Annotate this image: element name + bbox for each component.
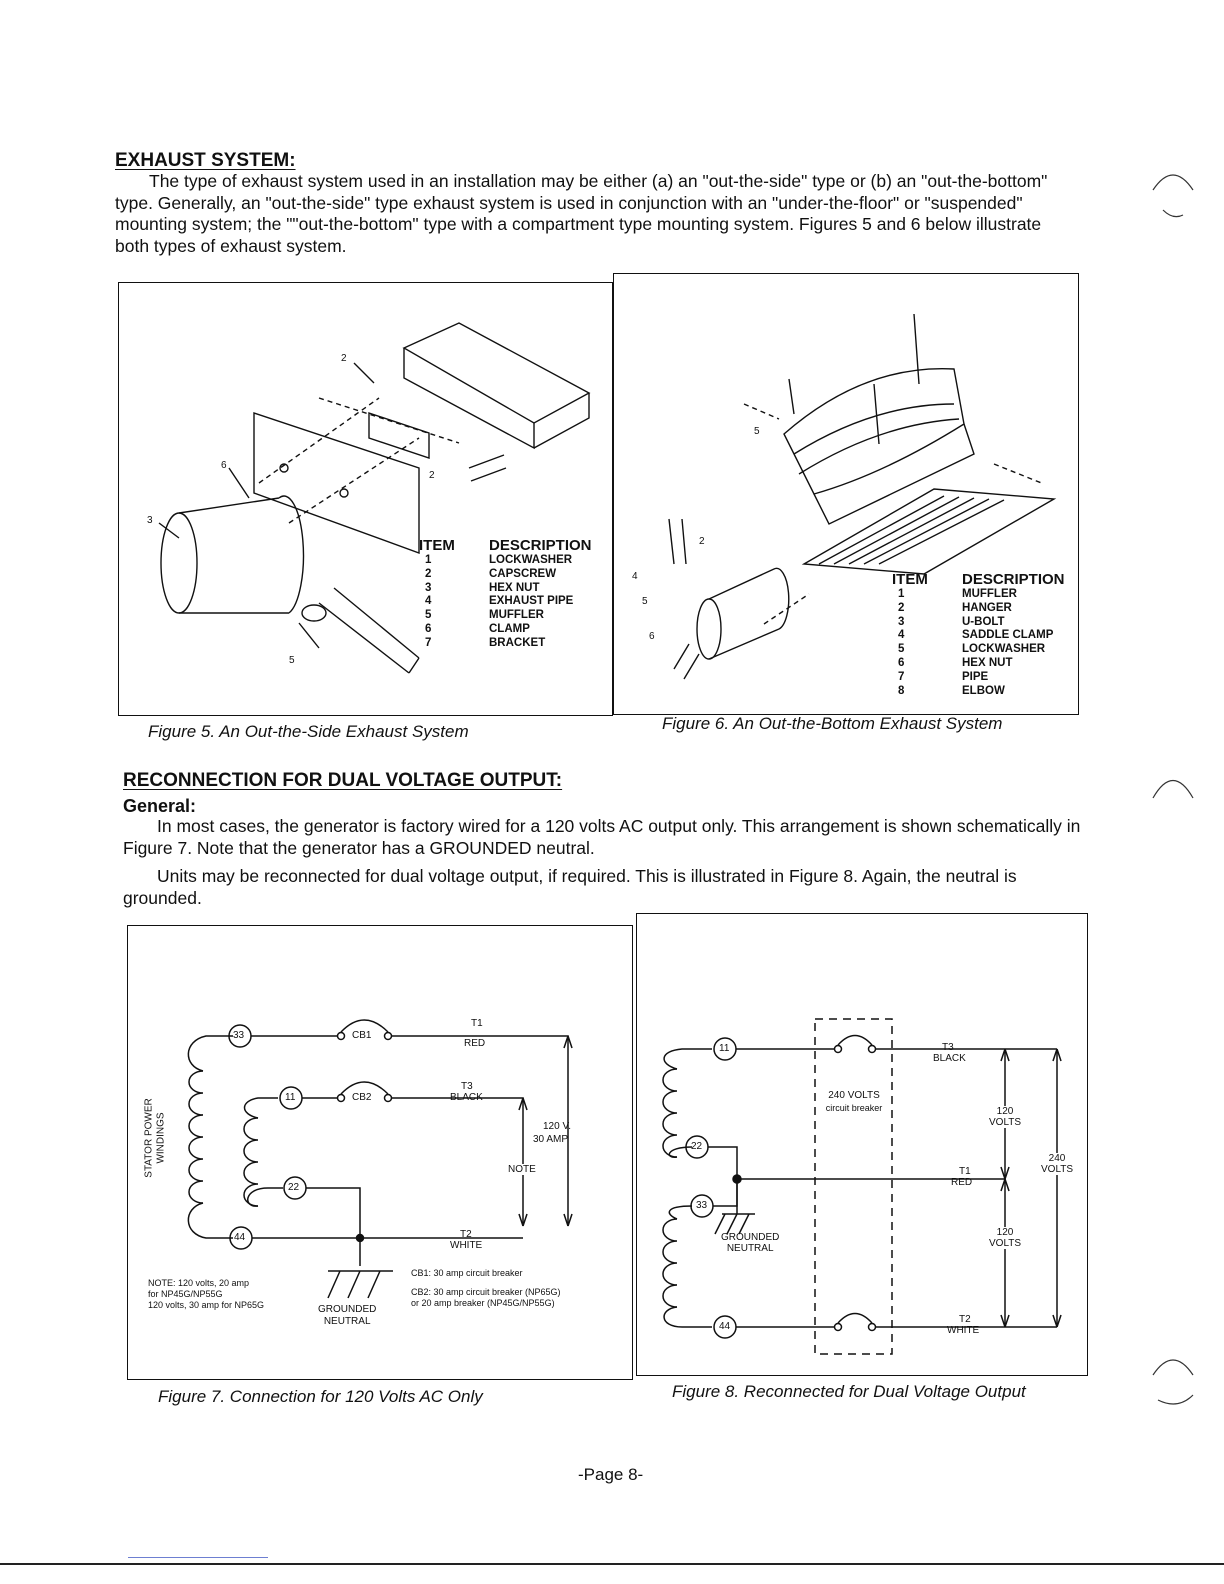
figure-8-upper-volts: [989, 1106, 1021, 1128]
svg-text:2: 2: [699, 536, 705, 547]
figure-6-item-num: 4: [898, 629, 905, 642]
figure-8-terminal-11: 11: [719, 1043, 730, 1054]
figure-6-item-desc: ELBOW: [962, 684, 1005, 697]
figure-8-t1: T1: [959, 1166, 971, 1177]
svg-text:6: 6: [221, 460, 227, 471]
figure-6-item-desc: U-BOLT: [962, 615, 1005, 628]
figure-6-caption: Figure 6. An Out-the-Bottom Exhaust System: [662, 714, 1003, 733]
figure-8-total-volts-unit: VOLTS: [1041, 1164, 1074, 1175]
figure-8-t2: T2: [959, 1314, 971, 1325]
figure-8-lower-volts-unit: VOLTS: [989, 1238, 1022, 1249]
figure-5-item-desc: LOCKWASHER: [489, 554, 573, 566]
page-number: -Page 8-: [578, 1465, 644, 1484]
figure-7-cb1: CB1: [352, 1030, 372, 1041]
footer-rule-blue: [128, 1557, 268, 1558]
svg-text:5: 5: [754, 426, 760, 437]
figure-5-item-num: 7: [425, 636, 432, 649]
figure-7-terminal-11: 11: [285, 1092, 296, 1103]
margin-punch-mark-1: [1148, 165, 1198, 225]
figure-6-item-num: 2: [898, 601, 905, 614]
figure-5-item-num: 6: [425, 622, 432, 635]
figure-8-lower-volts: [989, 1227, 1021, 1249]
figure-5-legend-desc-header: DESCRIPTION: [489, 537, 592, 554]
figure-6-item-desc: HANGER: [962, 601, 1012, 614]
figure-8-panel: [636, 913, 1088, 1376]
figure-6-panel: [613, 273, 1079, 715]
figure-6-item-num: 8: [898, 684, 905, 697]
figure-7-schematic: [128, 926, 634, 1381]
figure-6-legend: [892, 572, 1082, 702]
figure-8-terminal-44: 44: [719, 1321, 731, 1332]
margin-punch-mark-3: [1148, 1345, 1198, 1415]
figure-8-upper-volts-unit: VOLTS: [989, 1117, 1022, 1128]
figure-6-legend-desc-header: DESCRIPTION: [962, 571, 1065, 588]
figure-6-item-desc: HEX NUT: [962, 656, 1013, 669]
figure-5-item-num: 1: [425, 554, 432, 566]
figure-5-item-desc: CLAMP: [489, 622, 530, 635]
svg-text:2: 2: [341, 353, 347, 364]
figure-8-upper-volts-value: 120: [996, 1106, 1014, 1117]
svg-text:4: 4: [632, 571, 638, 582]
figure-5-item-num: 5: [425, 609, 432, 622]
exhaust-heading: EXHAUST SYSTEM:: [115, 150, 296, 171]
margin-punch-mark-2: [1148, 768, 1198, 818]
figure-7-terminal-44: 44: [234, 1232, 246, 1243]
figure-7-terminal-33: 33: [233, 1030, 245, 1041]
figure-5-item-num: 2: [425, 567, 432, 580]
figure-7-t3-color: BLACK: [450, 1092, 483, 1103]
figure-8-ground-line2: NEUTRAL: [726, 1243, 774, 1254]
figure-8-schematic: [637, 914, 1089, 1377]
exhaust-paragraph: The type of exhaust system used in an installation may be either (a) an "out-the-side" type or (b) an "out-the-bottom" type. Generally, an "out-the-side" type exhaust system is used in conjunction with an "under-the-floor" or "suspended" mounting system; the ""out-the-bottom" type with a compartment type mounting system. Figures 5 and 6 below illustrate both types of exhaust system.: [115, 171, 1048, 256]
figure-8-ground-line1: GROUNDED: [721, 1232, 780, 1243]
figure-8-t3: T3: [942, 1042, 954, 1053]
figure-7-caption: Figure 7. Connection for 120 Volts AC Only: [158, 1387, 483, 1406]
reconnection-paragraph-2: Units may be reconnected for dual voltage output, if required. This is illustrated in Figure 8. Again, the neutral is grounded.: [123, 866, 1017, 908]
figure-5-item-desc: HEX NUT: [489, 581, 540, 594]
figure-6-item-desc: SADDLE CLAMP: [962, 629, 1054, 642]
figure-7-footnote: [148, 1278, 264, 1311]
figure-8-terminal-33: 33: [696, 1200, 708, 1211]
figure-8-terminal-22: 22: [691, 1141, 703, 1152]
figure-7-ground-line1: GROUNDED: [318, 1304, 377, 1315]
figure-7-rating-amps: 30 AMP: [533, 1134, 569, 1145]
figure-6-item-num: 5: [898, 643, 905, 656]
figure-8-caption: Figure 8. Reconnected for Dual Voltage Output: [672, 1382, 1026, 1401]
figure-7-t1-color: RED: [464, 1038, 486, 1049]
figure-7-breaker-note: or 20 amp breaker (NP45G/NP55G): [411, 1298, 555, 1308]
figure-8-lower-volts-value: 120: [996, 1227, 1014, 1238]
figure-7-panel: [127, 925, 633, 1380]
figure-8-breaker-label-line1: 240 VOLTS: [828, 1090, 880, 1101]
reconnection-paragraph-1: In most cases, the generator is factory wired for a 120 volts AC output only. This arrangement is shown schematically in Figure 7. Note that the generator has a GROUNDED neutral.: [123, 816, 1081, 858]
figure-7-stator-label-line2: WINDINGS: [155, 1112, 167, 1164]
figure-8-total-volts-value: 240: [1048, 1153, 1066, 1164]
figure-7-note-label: NOTE: [508, 1164, 536, 1175]
general-subheading: General:: [123, 796, 197, 816]
figure-5-item-num: 4: [425, 595, 432, 608]
figure-5-item-desc: MUFFLER: [489, 609, 544, 622]
figure-6-item-desc: MUFFLER: [962, 588, 1017, 600]
figure-7-t2: T2: [460, 1229, 472, 1240]
figure-8-t2-color: WHITE: [947, 1325, 980, 1336]
figure-7-footnote-line: for NP45G/NP55G: [148, 1289, 223, 1299]
figure-6-item-num: 6: [898, 656, 905, 669]
figure-7-t3: T3: [461, 1081, 473, 1092]
figure-7-terminal-22: 22: [288, 1182, 300, 1193]
figure-6-item-desc: LOCKWASHER: [962, 643, 1046, 656]
svg-text:3: 3: [147, 515, 153, 526]
figure-6-item-num: 3: [898, 615, 905, 628]
figure-8-ground-label: [721, 1232, 779, 1254]
figure-5-panel: [118, 282, 613, 716]
figure-7-rating-volts: 120 V.: [543, 1121, 571, 1132]
svg-text:2: 2: [429, 470, 435, 481]
figure-8-breaker-label-line2: circuit breaker: [825, 1103, 883, 1113]
figure-7-stator-label-line1: STATOR POWER: [143, 1098, 155, 1178]
svg-text:6: 6: [649, 631, 655, 642]
figure-5-item-desc: CAPSCREW: [489, 567, 557, 580]
figure-7-footnote-line: NOTE: 120 volts, 20 amp: [148, 1278, 250, 1288]
figure-7-ground-label: [318, 1304, 376, 1328]
svg-text:5: 5: [289, 655, 295, 666]
figure-7-breaker-note: CB2: 30 amp circuit breaker (NP65G): [411, 1287, 561, 1297]
reconnection-heading: RECONNECTION FOR DUAL VOLTAGE OUTPUT:: [123, 770, 563, 791]
figure-5-item-num: 3: [425, 581, 432, 594]
figure-5-legend-item-header: ITEM: [419, 537, 455, 554]
figure-5-item-desc: EXHAUST PIPE: [489, 595, 574, 608]
figure-7-footnote-line: 120 volts, 30 amp for NP65G: [148, 1300, 265, 1310]
figure-6-item-desc: PIPE: [962, 670, 989, 683]
figure-8-t3-color: BLACK: [933, 1053, 966, 1064]
figure-7-ground-line2: NEUTRAL: [323, 1316, 371, 1327]
figure-6-item-num: 7: [898, 670, 905, 683]
figure-7-breaker-note: CB1: 30 amp circuit breaker: [411, 1268, 523, 1278]
figure-8-t1-color: RED: [951, 1177, 973, 1188]
footer-rule: [0, 1563, 1224, 1565]
figure-7-t1: T1: [471, 1018, 483, 1029]
figure-6-legend-item-header: ITEM: [892, 571, 928, 588]
figure-7-breaker-notes: [411, 1268, 561, 1309]
figure-5-caption: Figure 5. An Out-the-Side Exhaust System: [148, 722, 469, 741]
svg-text:5: 5: [642, 596, 648, 607]
figure-7-t2-color: WHITE: [450, 1240, 483, 1251]
figure-8-breaker-label: [815, 1090, 893, 1114]
figure-5-legend: [419, 538, 609, 658]
figure-6-item-num: 1: [898, 588, 905, 600]
figure-7-cb2: CB2: [352, 1092, 372, 1103]
figure-5-item-desc: BRACKET: [489, 636, 546, 649]
figure-7-stator-label: [144, 1098, 168, 1177]
figure-8-total-volts: [1041, 1153, 1073, 1175]
